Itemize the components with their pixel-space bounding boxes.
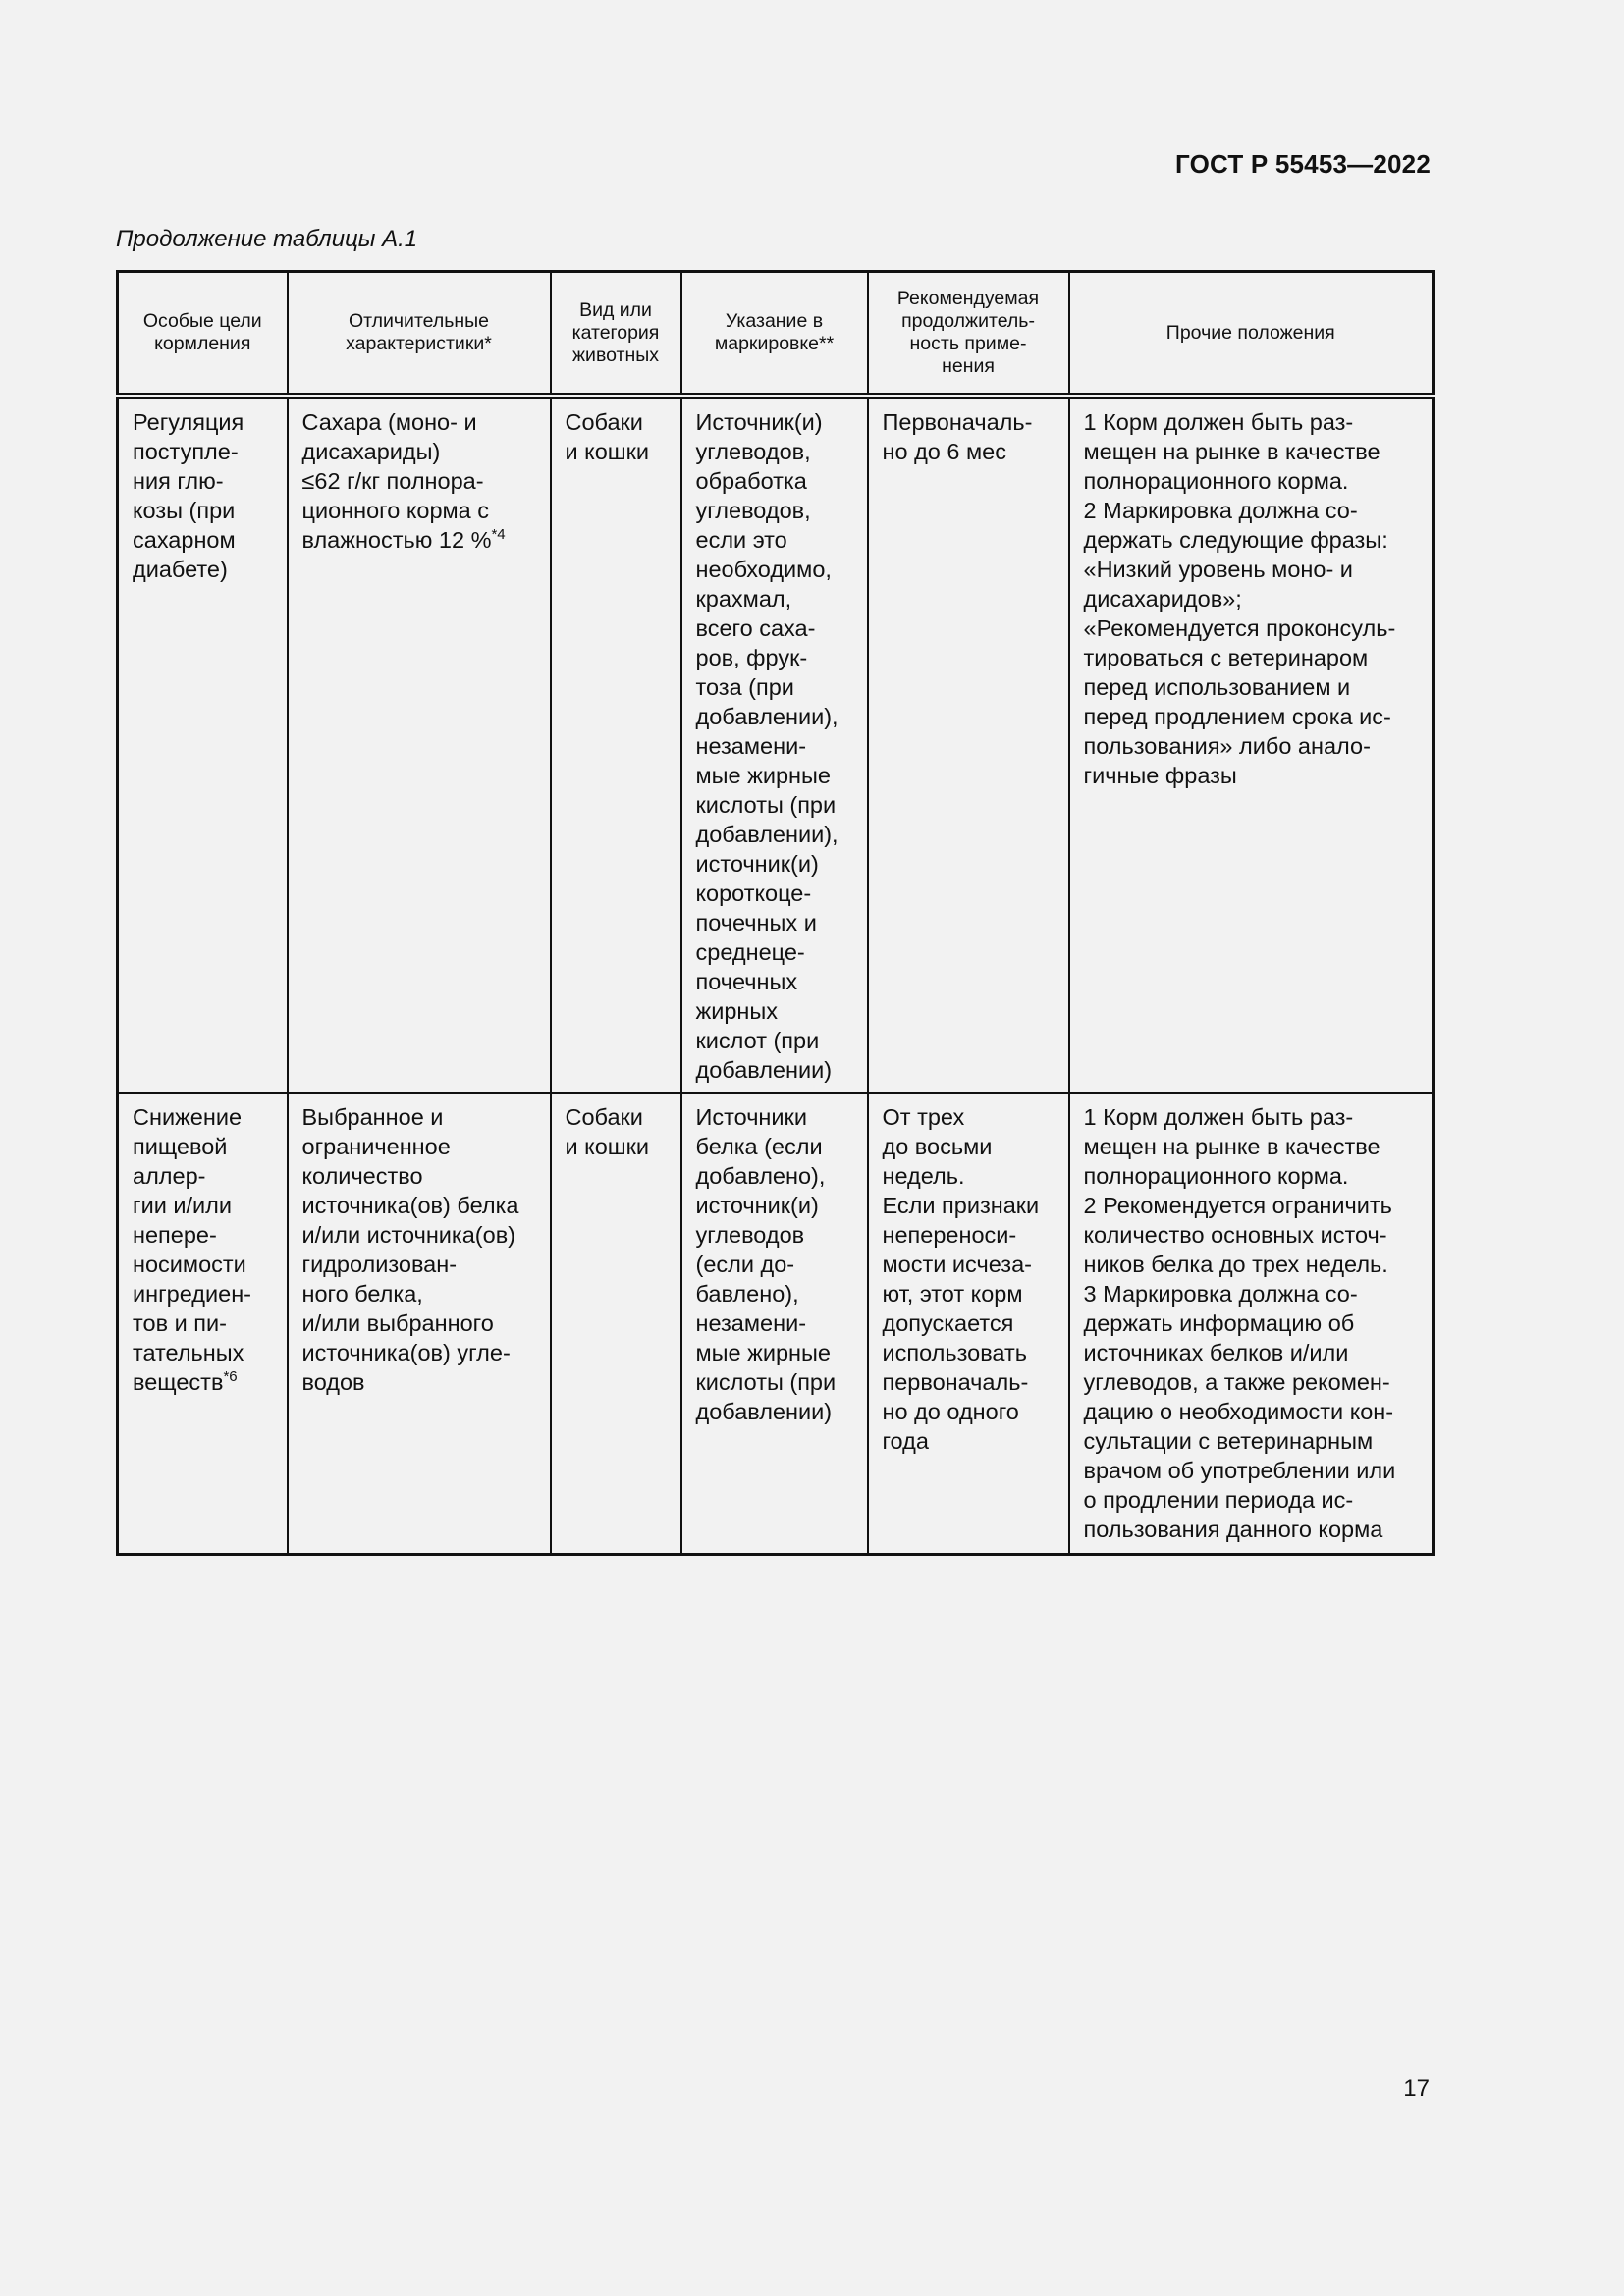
cell-other: 1 Корм должен быть раз- мещен на рынке в качестве полнорационного корма. 2 Маркировка должна со- держать следующие фразы: «Низкий уровень моно- и дисахаридов»; «Рекомендуется проконсуль- тироваться с ветеринаром перед использованием и перед продлением срока ис- пользования» либо анало- гичные фразы: [1069, 396, 1434, 1093]
cell-purpose: Регуляция поступле- ния глю- козы (при сахарном диабете): [118, 396, 288, 1093]
cell-labeling: Источник(и) углеводов, обработка углеводов, если это необходимо, крахмал, всего саха- ров, фрук- тоза (при добавлении), незамени- мые жирные кислоты (при добавлении), источник(и) короткоце- почечных и среднеце- почечных жирных кислот (при добавлении): [681, 396, 868, 1093]
table-row: [118, 1093, 1434, 1554]
feed-purposes-table: [116, 270, 1435, 1556]
cell-labeling: Источники белка (если добавлено), источник(и) углеводов (если до- бавлено), незамени- мые жирные кислоты (при добавлении): [681, 1093, 868, 1554]
column-header-duration: Рекомендуемая продолжитель- ность приме- нения: [868, 272, 1069, 397]
cell-purpose: Снижение пищевой аллер- гии и/или непере- носимости ингредиен- тов и пи- тательных веществ$^{*6}$: [118, 1093, 288, 1554]
table-caption: Продолжение таблицы А.1: [116, 226, 418, 252]
table-header-row: [118, 272, 1434, 397]
cell-species: Собаки и кошки: [551, 396, 681, 1093]
cell-duration: Первоначаль- но до 6 мес: [868, 396, 1069, 1093]
cell-other: 1 Корм должен быть раз- мещен на рынке в качестве полнорационного корма. 2 Рекомендуется ограничить количество основных источ- ников белка до трех недель. 3 Маркировка должна со- держать информацию об источниках белков и/или углеводов, а также рекомен- дацию о необходимости кон- сультации с ветеринарным врачом об употреблении или о продлении периода ис- пользования данного корма: [1069, 1093, 1434, 1554]
page-number: 17: [1403, 2075, 1430, 2102]
column-header-other: Прочие положения: [1069, 272, 1434, 397]
document-code: ГОСТ Р 55453—2022: [1175, 149, 1431, 179]
column-header-characteristics: Отличительные характеристики*: [288, 272, 551, 397]
cell-characteristics: Сахара (моно- и дисахариды) ≤62 г/кг полнора- ционного корма с влажностью 12 %$^{*4}$: [288, 396, 551, 1093]
column-header-labeling: Указание в маркировке**: [681, 272, 868, 397]
cell-characteristics: Выбранное и ограниченное количество источника(ов) белка и/или источника(ов) гидролизован- ного белка, и/или выбранного источника(ов) угле- водов: [288, 1093, 551, 1554]
cell-duration: От трех до восьми недель. Если признаки непереноси- мости исчеза- ют, этот корм допускается использовать первоначаль- но до одного года: [868, 1093, 1069, 1554]
column-header-purpose: Особые цели кормления: [118, 272, 288, 397]
column-header-species: Вид или категория животных: [551, 272, 681, 397]
table-row: [118, 396, 1434, 1093]
footnote-ref: *4: [491, 526, 506, 544]
footnote-ref: *6: [223, 1368, 238, 1386]
cell-species: Собаки и кошки: [551, 1093, 681, 1554]
